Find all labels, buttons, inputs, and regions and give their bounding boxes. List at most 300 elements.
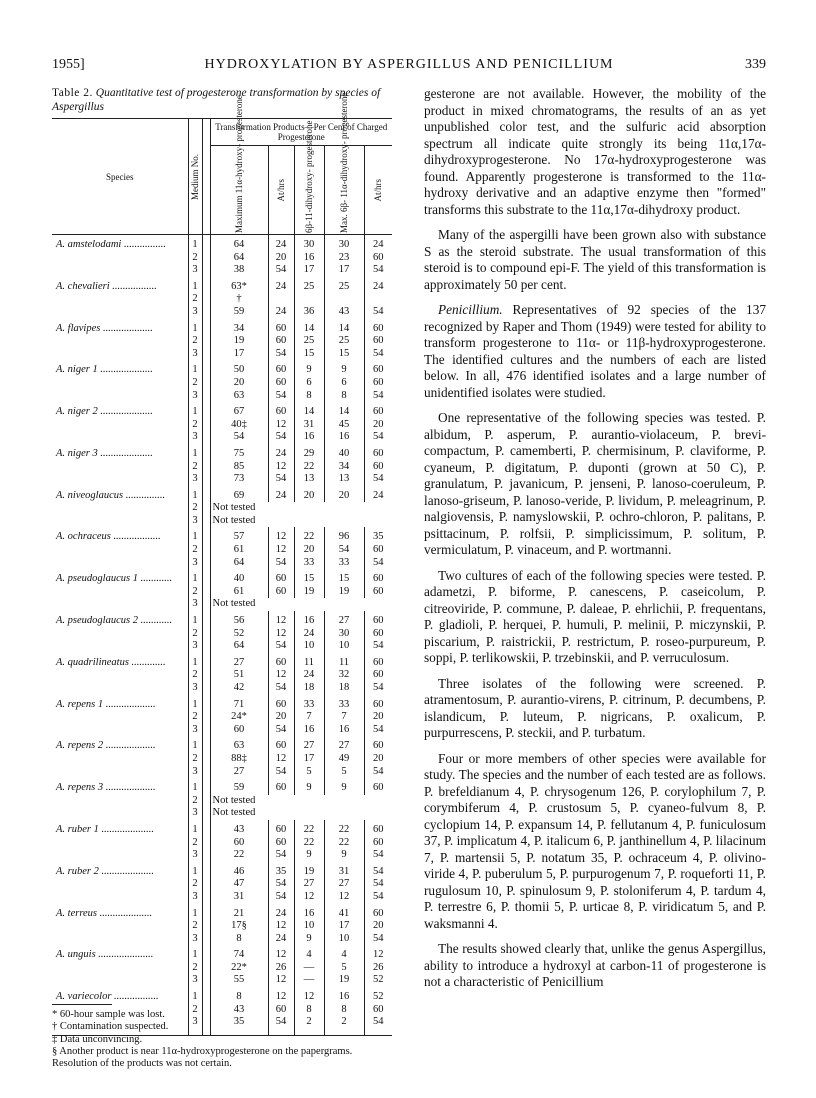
species-cell bbox=[52, 306, 188, 319]
species-cell: A. repens 3 ................... bbox=[56, 782, 156, 794]
max-6b-cell: 9 bbox=[324, 849, 364, 862]
species-cell: A. niger 2 .................... bbox=[56, 406, 153, 418]
hrs-2-cell: 54 bbox=[364, 431, 392, 444]
species-cell bbox=[52, 377, 188, 390]
hrs-1-cell: 35 bbox=[268, 862, 294, 879]
max-11a-cell: 31 bbox=[210, 891, 268, 904]
medium-cell: 1 bbox=[188, 611, 202, 628]
6b-11-cell: 9 bbox=[294, 778, 324, 795]
max-11a-cell: 35 bbox=[210, 1016, 268, 1029]
max-6b-cell: 30 bbox=[324, 235, 364, 252]
col-6b-11: 6β-11-dihydroxy- progesterone bbox=[294, 146, 324, 235]
paragraph: One representative of the following species was tested. P. albidum, P. asperum, P. aurantio-violaceum, P. brevi-compactum, P. camemberti, P. chermisinum, P. claviforme, P. cyaneum, P. digitatum, P. duponti (grown at 50 C), P. granulatum, P. javanicum, P. jenseni, P. lanoso-coeruleum, P. lanoso-griseum, P. lanoso-veride, P. lividum, P. meleagrinum, P. nalgiovensis, P. namyslowskii, P. ochro-chloron, P. palitans, P. psittacinum, P. rolfsii, P. simplicissimum, P. solitum, P. vermiculatum, P. vinaceum, and P. wortmanni. bbox=[424, 410, 766, 557]
max-11a-cell: 17 bbox=[210, 348, 268, 361]
6b-11-cell: 24 bbox=[294, 669, 324, 682]
max-11a-cell: 64 bbox=[210, 252, 268, 265]
table-row bbox=[52, 628, 392, 641]
running-title: HYDROXYLATION BY ASPERGILLUS AND PENICILLIUM bbox=[204, 57, 614, 72]
table-row bbox=[52, 557, 392, 570]
hrs-2-cell: 54 bbox=[364, 348, 392, 361]
hrs-1-cell: 54 bbox=[268, 348, 294, 361]
medium-cell: 3 bbox=[188, 640, 202, 653]
table-row bbox=[52, 904, 392, 921]
hrs-2-cell: 54 bbox=[364, 878, 392, 891]
max-11a-cell: 42 bbox=[210, 682, 268, 695]
not-tested-cell: Not tested bbox=[210, 598, 392, 611]
6b-11-cell: 30 bbox=[294, 235, 324, 252]
table-row bbox=[52, 377, 392, 390]
table-footnotes bbox=[52, 1004, 392, 1070]
hrs-1-cell: 60 bbox=[268, 377, 294, 390]
species-cell bbox=[52, 264, 188, 277]
medium-cell: 1 bbox=[188, 987, 202, 1004]
max-6b-cell: 41 bbox=[324, 904, 364, 921]
6b-11-cell: 36 bbox=[294, 306, 324, 319]
hrs-1-cell: 60 bbox=[268, 695, 294, 712]
max-6b-cell: 27 bbox=[324, 736, 364, 753]
species-cell bbox=[52, 753, 188, 766]
medium-cell: 1 bbox=[188, 235, 202, 252]
max-11a-cell: 20 bbox=[210, 377, 268, 390]
table-row bbox=[52, 586, 392, 599]
paragraph: The results showed clearly that, unlike the genus Aspergillus, ability to introduce a hydroxyl at carbon-11 of progesterone is not a characteristic of Penicillium bbox=[424, 941, 766, 989]
hrs-2-cell: 54 bbox=[364, 724, 392, 737]
paragraph: Many of the aspergilli have been grown also with substance S as the steroid substrate. The usual transformation of this steroid is to compound epi-F. The yield of this transformation is approximately 50 per cent. bbox=[424, 227, 766, 292]
max-11a-cell: 22* bbox=[210, 962, 268, 975]
medium-cell: 3 bbox=[188, 390, 202, 403]
species-cell: A. pseudoglaucus 2 ............ bbox=[56, 615, 173, 627]
max-11a-cell: 27 bbox=[210, 653, 268, 670]
medium-cell: 3 bbox=[188, 1016, 202, 1029]
6b-11-cell: 29 bbox=[294, 444, 324, 461]
species-cell bbox=[52, 962, 188, 975]
species-cell bbox=[52, 920, 188, 933]
species-cell: A. amstelodami ................ bbox=[56, 239, 166, 250]
table-row bbox=[52, 502, 392, 515]
table-row bbox=[52, 766, 392, 779]
medium-cell: 3 bbox=[188, 682, 202, 695]
max-11a-cell: 55 bbox=[210, 974, 268, 987]
col-species: Species bbox=[52, 119, 188, 235]
medium-cell: 2 bbox=[188, 837, 202, 850]
hrs-2-cell: 54 bbox=[364, 682, 392, 695]
max-6b-cell: 30 bbox=[324, 628, 364, 641]
max-11a-cell: 8 bbox=[210, 987, 268, 1004]
medium-cell: 1 bbox=[188, 444, 202, 461]
medium-cell: 3 bbox=[188, 473, 202, 486]
species-cell bbox=[52, 795, 188, 808]
max-11a-cell: 63 bbox=[210, 736, 268, 753]
max-11a-cell: 22 bbox=[210, 849, 268, 862]
hrs-1-cell: 54 bbox=[268, 891, 294, 904]
table-row bbox=[52, 515, 392, 528]
hrs-1-cell: 54 bbox=[268, 724, 294, 737]
hrs-2-cell: 60 bbox=[364, 586, 392, 599]
max-6b-cell: 4 bbox=[324, 945, 364, 962]
6b-11-cell: 31 bbox=[294, 419, 324, 432]
max-11a-cell: 43 bbox=[210, 820, 268, 837]
species-cell: A. niger 1 .................... bbox=[56, 364, 153, 376]
hrs-1-cell: 60 bbox=[268, 778, 294, 795]
hrs-1-cell: 54 bbox=[268, 431, 294, 444]
species-cell bbox=[52, 891, 188, 904]
hrs-2-cell: 35 bbox=[364, 527, 392, 544]
6b-11-cell: 16 bbox=[294, 611, 324, 628]
table-row bbox=[52, 277, 392, 294]
species-cell: A. repens 1 ................... bbox=[56, 698, 156, 710]
6b-11-cell: 16 bbox=[294, 904, 324, 921]
max-6b-cell: 31 bbox=[324, 862, 364, 879]
6b-11-cell: 19 bbox=[294, 862, 324, 879]
hrs-2-cell: 54 bbox=[364, 849, 392, 862]
max-11a-cell: 67 bbox=[210, 402, 268, 419]
max-6b-cell: 10 bbox=[324, 640, 364, 653]
max-11a-cell: 54 bbox=[210, 431, 268, 444]
max-11a-cell: 88‡ bbox=[210, 753, 268, 766]
table-row bbox=[52, 319, 392, 336]
paragraph: Two cultures of each of the following species were tested. P. adametzi, P. biforme, P. canescens, P. caseicolum, P. citreoviride, P. commune, P. daleae, P. ehrlichii, P. frequentans, P. gladioli, P. herquei, P. humuli, P. melinii, P. miczynskii, P. piscarium, P. raistrickii, P. restrictum, P. roseo-purpureum, P. soppi, P. terlikowskii, P. trzebinskii, and P. verruculosum. bbox=[424, 567, 766, 665]
6b-11-cell: — bbox=[294, 962, 324, 975]
6b-11-cell: 20 bbox=[294, 486, 324, 503]
max-11a-cell: 63 bbox=[210, 390, 268, 403]
hrs-1-cell: 12 bbox=[268, 669, 294, 682]
species-cell: A. flavipes ................... bbox=[56, 322, 153, 334]
6b-11-cell: 9 bbox=[294, 360, 324, 377]
max-11a-cell: 69 bbox=[210, 486, 268, 503]
6b-11-cell: 5 bbox=[294, 766, 324, 779]
species-cell bbox=[52, 252, 188, 265]
col-max-6b: Max. 6β- 11α-dihydroxy- progesterone bbox=[324, 146, 364, 235]
table-row bbox=[52, 933, 392, 946]
hrs-1-cell: 12 bbox=[268, 974, 294, 987]
medium-cell: 1 bbox=[188, 653, 202, 670]
hrs-1-cell: 60 bbox=[268, 653, 294, 670]
table-body bbox=[52, 235, 392, 1036]
hrs-1-cell: 24 bbox=[268, 933, 294, 946]
hrs-2-cell bbox=[364, 293, 392, 306]
6b-11-cell bbox=[294, 293, 324, 306]
max-6b-cell: 96 bbox=[324, 527, 364, 544]
hrs-2-cell: 60 bbox=[364, 820, 392, 837]
hrs-2-cell: 54 bbox=[364, 766, 392, 779]
6b-11-cell: 27 bbox=[294, 878, 324, 891]
medium-cell: 1 bbox=[188, 778, 202, 795]
6b-11-cell: 16 bbox=[294, 252, 324, 265]
medium-cell: 1 bbox=[188, 527, 202, 544]
max-11a-cell: 43 bbox=[210, 1004, 268, 1017]
max-11a-cell: 56 bbox=[210, 611, 268, 628]
6b-11-cell: 11 bbox=[294, 653, 324, 670]
footnote-rule bbox=[52, 1004, 112, 1005]
species-cell bbox=[52, 669, 188, 682]
hrs-2-cell: 54 bbox=[364, 640, 392, 653]
medium-cell: 3 bbox=[188, 974, 202, 987]
hrs-2-cell: 60 bbox=[364, 335, 392, 348]
medium-cell: 2 bbox=[188, 920, 202, 933]
max-11a-cell: 64 bbox=[210, 640, 268, 653]
not-tested-cell: Not tested bbox=[210, 502, 392, 515]
table-row bbox=[52, 987, 392, 1004]
medium-cell: 2 bbox=[188, 669, 202, 682]
max-11a-cell: 64 bbox=[210, 557, 268, 570]
table-row bbox=[52, 945, 392, 962]
max-11a-cell: 57 bbox=[210, 527, 268, 544]
max-6b-cell: 5 bbox=[324, 962, 364, 975]
table-row bbox=[52, 820, 392, 837]
6b-11-cell: 20 bbox=[294, 544, 324, 557]
6b-11-cell: 12 bbox=[294, 987, 324, 1004]
col-group-header: Transformation Products—Per Cent of Charged Progesterone bbox=[210, 119, 392, 146]
max-6b-cell: 15 bbox=[324, 348, 364, 361]
medium-cell: 1 bbox=[188, 569, 202, 586]
species-cell bbox=[52, 933, 188, 946]
table-caption-text: Quantitative test of progesterone transformation by species of Aspergillus bbox=[52, 87, 381, 113]
hrs-2-cell: 60 bbox=[364, 444, 392, 461]
max-6b-cell: 34 bbox=[324, 461, 364, 474]
6b-11-cell: 17 bbox=[294, 753, 324, 766]
6b-11-cell: 17 bbox=[294, 264, 324, 277]
medium-cell: 2 bbox=[188, 419, 202, 432]
hrs-1-cell: 54 bbox=[268, 264, 294, 277]
table-row bbox=[52, 486, 392, 503]
hrs-1-cell: 54 bbox=[268, 849, 294, 862]
hrs-2-cell: 20 bbox=[364, 711, 392, 724]
max-11a-cell: 52 bbox=[210, 628, 268, 641]
max-6b-cell: 15 bbox=[324, 569, 364, 586]
species-cell bbox=[52, 586, 188, 599]
max-6b-cell: 27 bbox=[324, 878, 364, 891]
max-11a-cell: 50 bbox=[210, 360, 268, 377]
medium-cell: 2 bbox=[188, 586, 202, 599]
hrs-1-cell: 12 bbox=[268, 419, 294, 432]
max-11a-cell: 40‡ bbox=[210, 419, 268, 432]
6b-11-cell: 2 bbox=[294, 1016, 324, 1029]
max-6b-cell: 19 bbox=[324, 586, 364, 599]
max-6b-cell: 23 bbox=[324, 252, 364, 265]
6b-11-cell: 25 bbox=[294, 335, 324, 348]
species-cell: A. pseudoglaucus 1 ............ bbox=[56, 573, 173, 585]
species-cell bbox=[52, 544, 188, 557]
max-11a-cell: 24* bbox=[210, 711, 268, 724]
max-6b-cell: 32 bbox=[324, 669, 364, 682]
max-11a-cell: 71 bbox=[210, 695, 268, 712]
footnote: * 60-hour sample was lost. bbox=[52, 1009, 165, 1020]
6b-11-cell: 8 bbox=[294, 1004, 324, 1017]
max-6b-cell: 22 bbox=[324, 820, 364, 837]
hrs-2-cell: 54 bbox=[364, 862, 392, 879]
hrs-1-cell: 20 bbox=[268, 252, 294, 265]
hrs-1-cell: 12 bbox=[268, 753, 294, 766]
hrs-2-cell: 60 bbox=[364, 837, 392, 850]
max-11a-cell: 27 bbox=[210, 766, 268, 779]
table-row bbox=[52, 598, 392, 611]
table-row bbox=[52, 862, 392, 879]
col-hrs-2: At/hrs bbox=[364, 146, 392, 235]
hrs-2-cell: 60 bbox=[364, 611, 392, 628]
not-tested-cell: Not tested bbox=[210, 515, 392, 528]
species-cell bbox=[52, 974, 188, 987]
max-6b-cell: 25 bbox=[324, 277, 364, 294]
medium-cell: 2 bbox=[188, 252, 202, 265]
max-11a-cell: 19 bbox=[210, 335, 268, 348]
hrs-1-cell: 60 bbox=[268, 820, 294, 837]
hrs-1-cell: 60 bbox=[268, 569, 294, 586]
max-6b-cell: 8 bbox=[324, 1004, 364, 1017]
max-11a-cell: 61 bbox=[210, 544, 268, 557]
hrs-2-cell: 54 bbox=[364, 933, 392, 946]
medium-cell: 1 bbox=[188, 319, 202, 336]
table-row bbox=[52, 724, 392, 737]
species-cell bbox=[52, 878, 188, 891]
species-cell bbox=[52, 849, 188, 862]
volume-year: 1955] bbox=[52, 57, 85, 72]
6b-11-cell: 22 bbox=[294, 461, 324, 474]
hrs-1-cell: 54 bbox=[268, 766, 294, 779]
hrs-2-cell: 60 bbox=[364, 544, 392, 557]
species-cell: A. chevalieri ................. bbox=[56, 280, 157, 292]
hrs-1-cell: 12 bbox=[268, 611, 294, 628]
table-row bbox=[52, 293, 392, 306]
max-6b-cell: 6 bbox=[324, 377, 364, 390]
6b-11-cell: 4 bbox=[294, 945, 324, 962]
species-cell bbox=[52, 640, 188, 653]
max-11a-cell: 21 bbox=[210, 904, 268, 921]
hrs-2-cell: 24 bbox=[364, 486, 392, 503]
hrs-1-cell: 12 bbox=[268, 628, 294, 641]
medium-cell: 3 bbox=[188, 933, 202, 946]
medium-cell: 2 bbox=[188, 878, 202, 891]
max-6b-cell: 18 bbox=[324, 682, 364, 695]
hrs-1-cell: 54 bbox=[268, 473, 294, 486]
max-6b-cell: 33 bbox=[324, 695, 364, 712]
max-6b-cell: 7 bbox=[324, 711, 364, 724]
hrs-2-cell: 54 bbox=[364, 390, 392, 403]
max-6b-cell: 5 bbox=[324, 766, 364, 779]
6b-11-cell: 6 bbox=[294, 377, 324, 390]
hrs-2-cell: 20 bbox=[364, 419, 392, 432]
hrs-2-cell: 60 bbox=[364, 360, 392, 377]
medium-cell: 2 bbox=[188, 293, 202, 306]
table-row bbox=[52, 891, 392, 904]
species-cell: A. ruber 2 .................... bbox=[56, 865, 154, 877]
hrs-1-cell: 26 bbox=[268, 962, 294, 975]
hrs-1-cell: 12 bbox=[268, 945, 294, 962]
medium-cell: 2 bbox=[188, 1004, 202, 1017]
hrs-1-cell: 12 bbox=[268, 527, 294, 544]
medium-cell: 1 bbox=[188, 820, 202, 837]
max-11a-cell: 61 bbox=[210, 586, 268, 599]
hrs-2-cell: 60 bbox=[364, 569, 392, 586]
medium-cell: 2 bbox=[188, 962, 202, 975]
table-row bbox=[52, 335, 392, 348]
species-cell bbox=[52, 390, 188, 403]
hrs-1-cell: 60 bbox=[268, 586, 294, 599]
max-6b-cell: 10 bbox=[324, 933, 364, 946]
max-11a-cell: 60 bbox=[210, 837, 268, 850]
6b-11-cell: 10 bbox=[294, 920, 324, 933]
6b-11-cell: 25 bbox=[294, 277, 324, 294]
hrs-2-cell: 60 bbox=[364, 653, 392, 670]
hrs-2-cell: 60 bbox=[364, 736, 392, 753]
max-6b-cell: 12 bbox=[324, 891, 364, 904]
table-row bbox=[52, 669, 392, 682]
max-11a-cell: 75 bbox=[210, 444, 268, 461]
max-11a-cell: 59 bbox=[210, 306, 268, 319]
max-6b-cell: 14 bbox=[324, 402, 364, 419]
species-cell bbox=[52, 766, 188, 779]
species-cell bbox=[52, 807, 188, 820]
table-row bbox=[52, 962, 392, 975]
max-6b-cell: 54 bbox=[324, 544, 364, 557]
hrs-2-cell: 24 bbox=[364, 235, 392, 252]
col-max-11a: Maximum 11α-hydroxy- progesterone bbox=[210, 146, 268, 235]
6b-11-cell: 16 bbox=[294, 431, 324, 444]
hrs-1-cell: 12 bbox=[268, 544, 294, 557]
table-row bbox=[52, 444, 392, 461]
hrs-2-cell: 52 bbox=[364, 987, 392, 1004]
medium-cell: 1 bbox=[188, 736, 202, 753]
max-6b-cell bbox=[324, 293, 364, 306]
medium-cell: 2 bbox=[188, 502, 202, 515]
table-row bbox=[52, 653, 392, 670]
hrs-2-cell: 60 bbox=[364, 402, 392, 419]
max-6b-cell: 19 bbox=[324, 974, 364, 987]
max-6b-cell: 2 bbox=[324, 1016, 364, 1029]
species-cell bbox=[52, 557, 188, 570]
hrs-2-cell: 26 bbox=[364, 962, 392, 975]
medium-cell: 3 bbox=[188, 348, 202, 361]
max-11a-cell: 51 bbox=[210, 669, 268, 682]
species-cell bbox=[52, 515, 188, 528]
medium-cell: 2 bbox=[188, 461, 202, 474]
medium-cell: 2 bbox=[188, 711, 202, 724]
medium-cell: 3 bbox=[188, 766, 202, 779]
6b-11-cell: 18 bbox=[294, 682, 324, 695]
species-cell: A. quadrilineatus ............. bbox=[56, 656, 166, 668]
max-11a-cell: 17§ bbox=[210, 920, 268, 933]
table-row bbox=[52, 878, 392, 891]
hrs-1-cell: 54 bbox=[268, 640, 294, 653]
max-11a-cell: † bbox=[210, 293, 268, 306]
max-6b-cell: 25 bbox=[324, 335, 364, 348]
hrs-1-cell: 60 bbox=[268, 837, 294, 850]
6b-11-cell: 33 bbox=[294, 695, 324, 712]
hrs-1-cell: 54 bbox=[268, 1016, 294, 1029]
species-cell: A. niveoglaucus ............... bbox=[56, 489, 166, 501]
medium-cell: 2 bbox=[188, 335, 202, 348]
table-row bbox=[52, 431, 392, 444]
table-row bbox=[52, 920, 392, 933]
6b-11-cell: 9 bbox=[294, 933, 324, 946]
hrs-2-cell: 12 bbox=[364, 945, 392, 962]
col-medium: Medium No. bbox=[188, 119, 202, 235]
species-cell bbox=[52, 348, 188, 361]
hrs-2-cell: 54 bbox=[364, 264, 392, 277]
max-6b-cell: 11 bbox=[324, 653, 364, 670]
medium-cell: 3 bbox=[188, 598, 202, 611]
table-row bbox=[52, 235, 392, 252]
hrs-2-cell: 60 bbox=[364, 377, 392, 390]
6b-11-cell: 16 bbox=[294, 724, 324, 737]
table-row bbox=[52, 473, 392, 486]
table-row bbox=[52, 306, 392, 319]
max-6b-cell: 14 bbox=[324, 319, 364, 336]
medium-cell: 2 bbox=[188, 544, 202, 557]
table-row bbox=[52, 795, 392, 808]
medium-cell: 3 bbox=[188, 306, 202, 319]
medium-cell: 1 bbox=[188, 402, 202, 419]
max-6b-cell: 9 bbox=[324, 360, 364, 377]
